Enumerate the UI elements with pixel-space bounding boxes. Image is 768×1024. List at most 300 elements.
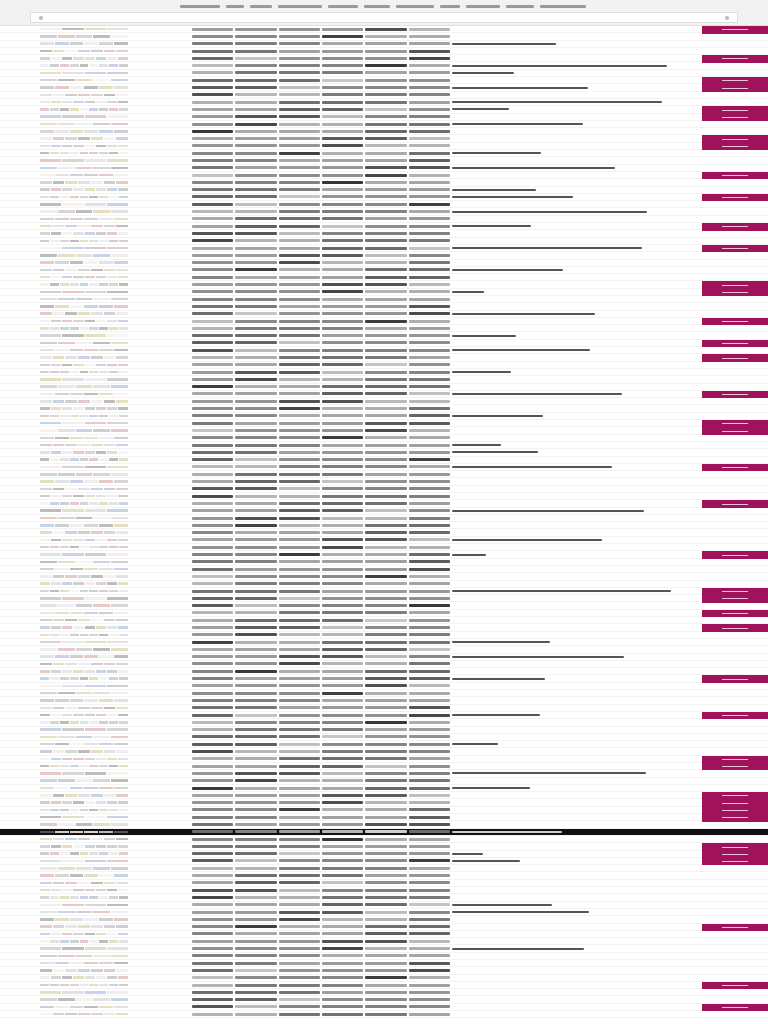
row-note	[452, 167, 615, 169]
row-data-cells	[192, 823, 450, 826]
list-row[interactable]	[0, 325, 768, 332]
row-thumbnail	[40, 677, 128, 680]
list-row[interactable]	[0, 756, 768, 763]
list-row[interactable]	[0, 581, 768, 588]
list-row[interactable]	[0, 778, 768, 785]
list-row[interactable]	[0, 617, 768, 624]
row-thumbnail	[40, 976, 128, 979]
row-thumbnail	[40, 495, 128, 498]
list-row[interactable]	[0, 734, 768, 741]
row-thumbnail	[40, 823, 128, 826]
row-thumbnail	[40, 115, 128, 118]
row-data-cells	[192, 874, 450, 877]
row-action-icon	[722, 292, 748, 293]
list-row[interactable]	[0, 931, 768, 938]
list-row[interactable]	[0, 362, 768, 369]
list-row[interactable]	[0, 303, 768, 310]
row-note	[452, 904, 552, 906]
row-data-cells	[192, 363, 450, 366]
list-row[interactable]	[0, 836, 768, 843]
row-thumbnail	[40, 831, 128, 834]
list-row[interactable]	[0, 894, 768, 901]
list-row[interactable]	[0, 610, 768, 617]
search-toolbar[interactable]	[30, 12, 738, 23]
list-row[interactable]	[0, 106, 768, 113]
list-row[interactable]	[0, 281, 768, 288]
list-row[interactable]	[0, 260, 768, 267]
row-data-cells	[192, 378, 450, 381]
row-thumbnail	[40, 225, 128, 228]
row-thumbnail	[40, 787, 128, 790]
list-row[interactable]	[0, 150, 768, 157]
row-data-cells	[192, 772, 450, 775]
row-data-cells	[192, 1013, 450, 1016]
list-row[interactable]	[0, 420, 768, 427]
list-row[interactable]	[0, 551, 768, 558]
list-row[interactable]	[0, 566, 768, 573]
list-row[interactable]	[0, 41, 768, 48]
list-row[interactable]	[0, 311, 768, 318]
row-action-icon	[722, 861, 748, 862]
list-row[interactable]	[0, 1011, 768, 1018]
row-action-icon	[722, 847, 748, 848]
row-note	[452, 554, 486, 556]
row-note	[452, 444, 501, 446]
row-action-icon	[722, 927, 748, 928]
list-row[interactable]	[0, 829, 768, 836]
row-data-cells	[192, 582, 450, 585]
list-row[interactable]	[0, 770, 768, 777]
row-thumbnail	[40, 240, 128, 243]
list-row[interactable]	[0, 887, 768, 894]
list-row[interactable]	[0, 77, 768, 84]
row-data-cells	[192, 473, 450, 476]
row-thumbnail	[40, 203, 128, 206]
list-row[interactable]	[0, 624, 768, 631]
row-data-cells	[192, 123, 450, 126]
row-data-cells	[192, 341, 450, 344]
list-row[interactable]	[0, 457, 768, 464]
list-row[interactable]	[0, 332, 768, 339]
row-data-cells	[192, 531, 450, 534]
row-action-icon	[722, 139, 748, 140]
list-row[interactable]	[0, 705, 768, 712]
menu-icon[interactable]	[725, 16, 729, 20]
list-row[interactable]	[0, 727, 768, 734]
list-row[interactable]	[0, 296, 768, 303]
row-thumbnail	[40, 743, 128, 746]
row-thumbnail	[40, 575, 128, 578]
list-row[interactable]	[0, 70, 768, 77]
row-data-cells	[192, 276, 450, 279]
row-data-cells	[192, 261, 450, 264]
list-row[interactable]	[0, 989, 768, 996]
row-thumbnail	[40, 444, 128, 447]
row-thumbnail	[40, 458, 128, 461]
list-row[interactable]	[0, 821, 768, 828]
row-data-cells	[192, 838, 450, 841]
row-data-cells	[192, 290, 450, 293]
row-thumbnail	[40, 626, 128, 629]
row-note	[452, 87, 588, 89]
list-row[interactable]	[0, 683, 768, 690]
list-row[interactable]	[0, 464, 768, 471]
list-row[interactable]	[0, 216, 768, 223]
list-row[interactable]	[0, 902, 768, 909]
list-row[interactable]	[0, 544, 768, 551]
list-row[interactable]	[0, 405, 768, 412]
row-note	[452, 152, 541, 154]
row-data-cells	[192, 64, 450, 67]
list-row[interactable]	[0, 201, 768, 208]
row-data-cells	[192, 144, 450, 147]
list-row[interactable]	[0, 748, 768, 755]
list-row[interactable]	[0, 741, 768, 748]
list-row[interactable]	[0, 172, 768, 179]
row-thumbnail	[40, 641, 128, 644]
list-row[interactable]	[0, 953, 768, 960]
row-data-cells	[192, 721, 450, 724]
list-row[interactable]	[0, 26, 768, 33]
row-thumbnail	[40, 509, 128, 512]
row-note	[452, 641, 550, 643]
row-data-cells	[192, 1005, 450, 1008]
row-thumbnail	[40, 925, 128, 928]
search-input[interactable]	[49, 14, 719, 21]
row-thumbnail	[40, 349, 128, 352]
list-row[interactable]	[0, 865, 768, 872]
list-row[interactable]	[0, 967, 768, 974]
row-thumbnail	[40, 852, 128, 855]
list-row[interactable]	[0, 508, 768, 515]
row-data-cells	[192, 765, 450, 768]
list-row[interactable]	[0, 982, 768, 989]
list-row[interactable]	[0, 573, 768, 580]
row-data-cells	[192, 881, 450, 884]
row-data-cells	[192, 787, 450, 790]
row-action-icon	[722, 321, 748, 322]
list-row[interactable]	[0, 376, 768, 383]
list-row[interactable]	[0, 559, 768, 566]
row-thumbnail	[40, 64, 128, 67]
list-row[interactable]	[0, 675, 768, 682]
list-row[interactable]	[0, 792, 768, 799]
list-row[interactable]	[0, 33, 768, 40]
list-row[interactable]	[0, 194, 768, 201]
list-row[interactable]	[0, 384, 768, 391]
row-action-icon	[722, 598, 748, 599]
row-action-icon	[722, 810, 748, 811]
list-row[interactable]	[0, 442, 768, 449]
list-row[interactable]	[0, 529, 768, 536]
list-row[interactable]	[0, 347, 768, 354]
list-row[interactable]	[0, 391, 768, 398]
row-thumbnail	[40, 685, 128, 688]
list-row[interactable]	[0, 909, 768, 916]
row-thumbnail	[40, 809, 128, 812]
row-thumbnail	[40, 181, 128, 184]
list-row[interactable]	[0, 84, 768, 91]
list-row[interactable]	[0, 157, 768, 164]
row-thumbnail	[40, 940, 128, 943]
row-thumbnail	[40, 634, 128, 637]
row-data-cells	[192, 217, 450, 220]
row-action-icon	[722, 803, 748, 804]
list-row[interactable]	[0, 238, 768, 245]
row-action-icon	[722, 555, 748, 556]
row-data-cells	[192, 808, 450, 811]
row-thumbnail	[40, 590, 128, 593]
list-row[interactable]	[0, 135, 768, 142]
row-action-icon	[722, 80, 748, 81]
list-row[interactable]	[0, 500, 768, 507]
row-thumbnail	[40, 998, 128, 1001]
list-row[interactable]	[0, 340, 768, 347]
list-row[interactable]	[0, 880, 768, 887]
list-row[interactable]	[0, 960, 768, 967]
list-row[interactable]	[0, 369, 768, 376]
list-row[interactable]	[0, 230, 768, 237]
row-action-icon	[722, 117, 748, 118]
row-thumbnail	[40, 860, 128, 863]
list-row[interactable]	[0, 668, 768, 675]
list-row[interactable]	[0, 916, 768, 923]
row-data-cells	[192, 903, 450, 906]
row-action-icon	[722, 285, 748, 286]
list-row[interactable]	[0, 996, 768, 1003]
row-data-cells	[192, 991, 450, 994]
row-data-cells	[192, 524, 450, 527]
list-row[interactable]	[0, 843, 768, 850]
list-row[interactable]	[0, 413, 768, 420]
row-thumbnail	[40, 86, 128, 89]
row-thumbnail	[40, 247, 128, 250]
title-glyphs	[506, 5, 534, 8]
row-data-cells	[192, 232, 450, 235]
title-glyphs	[250, 5, 272, 8]
list-row[interactable]	[0, 595, 768, 602]
row-thumbnail	[40, 553, 128, 556]
row-thumbnail	[40, 291, 128, 294]
list-row[interactable]	[0, 318, 768, 325]
row-data-cells	[192, 626, 450, 629]
row-data-cells	[192, 93, 450, 96]
row-thumbnail	[40, 385, 128, 388]
row-thumbnail	[40, 261, 128, 264]
list-row[interactable]	[0, 223, 768, 230]
list-row[interactable]	[0, 697, 768, 704]
row-data-cells	[192, 509, 450, 512]
search-icon[interactable]	[39, 16, 43, 20]
row-thumbnail	[40, 772, 128, 775]
list-row[interactable]	[0, 114, 768, 121]
row-data-cells	[192, 327, 450, 330]
list-row[interactable]	[0, 602, 768, 609]
list-row[interactable]	[0, 493, 768, 500]
row-thumbnail	[40, 663, 128, 666]
list-row[interactable]	[0, 763, 768, 770]
row-note	[452, 225, 531, 227]
row-thumbnail	[40, 327, 128, 330]
row-thumbnail	[40, 670, 128, 673]
list-row[interactable]	[0, 799, 768, 806]
row-thumbnail	[40, 79, 128, 82]
list-row[interactable]	[0, 435, 768, 442]
row-note	[452, 313, 595, 315]
list-row[interactable]	[0, 208, 768, 215]
row-data-cells	[192, 414, 450, 417]
list-row[interactable]	[0, 55, 768, 62]
row-thumbnail	[40, 692, 128, 695]
list-row[interactable]	[0, 478, 768, 485]
list-row[interactable]	[0, 522, 768, 529]
row-thumbnail	[40, 145, 128, 148]
list-row[interactable]	[0, 99, 768, 106]
row-thumbnail	[40, 137, 128, 140]
list-row[interactable]	[0, 872, 768, 879]
list-row[interactable]	[0, 719, 768, 726]
row-thumbnail	[40, 57, 128, 60]
row-data-cells	[192, 699, 450, 702]
row-thumbnail	[40, 480, 128, 483]
row-thumbnail	[40, 655, 128, 658]
row-data-cells	[192, 195, 450, 198]
list-row[interactable]	[0, 639, 768, 646]
list-row[interactable]	[0, 654, 768, 661]
list-row[interactable]	[0, 785, 768, 792]
row-action-icon	[722, 1007, 748, 1008]
list-row[interactable]	[0, 143, 768, 150]
row-note	[452, 123, 583, 125]
row-action-icon	[722, 591, 748, 592]
row-data-cells	[192, 976, 450, 979]
row-data-cells	[192, 728, 450, 731]
list-row[interactable]	[0, 515, 768, 522]
list-row[interactable]	[0, 267, 768, 274]
list-row[interactable]	[0, 661, 768, 668]
list-row[interactable]	[0, 1004, 768, 1011]
list-row[interactable]	[0, 588, 768, 595]
row-thumbnail	[40, 210, 128, 213]
list-row[interactable]	[0, 62, 768, 69]
list-row[interactable]	[0, 179, 768, 186]
list-row[interactable]	[0, 165, 768, 172]
list-row[interactable]	[0, 646, 768, 653]
row-thumbnail	[40, 108, 128, 111]
list-row[interactable]	[0, 471, 768, 478]
row-thumbnail	[40, 451, 128, 454]
row-note	[452, 539, 602, 541]
row-data-cells	[192, 152, 450, 155]
row-note	[452, 714, 540, 716]
list-row[interactable]	[0, 252, 768, 259]
row-thumbnail	[40, 232, 128, 235]
list-row[interactable]	[0, 712, 768, 719]
list-row[interactable]	[0, 975, 768, 982]
row-action-icon	[722, 110, 748, 111]
list-row[interactable]	[0, 814, 768, 821]
list-row[interactable]	[0, 48, 768, 55]
row-data-cells	[192, 298, 450, 301]
row-thumbnail	[40, 838, 128, 841]
list-row[interactable]	[0, 398, 768, 405]
row-data-cells	[192, 458, 450, 461]
row-data-cells	[192, 137, 450, 140]
row-data-cells	[192, 830, 450, 833]
row-data-cells	[192, 42, 450, 45]
list-row[interactable]	[0, 289, 768, 296]
row-data-cells	[192, 597, 450, 600]
row-thumbnail	[40, 305, 128, 308]
list-row[interactable]	[0, 924, 768, 931]
list-row[interactable]	[0, 486, 768, 493]
row-thumbnail	[40, 597, 128, 600]
row-data-cells	[192, 648, 450, 651]
row-action-icon	[722, 226, 748, 227]
row-data-cells	[192, 590, 450, 593]
row-data-cells	[192, 356, 450, 359]
row-data-cells	[192, 392, 450, 395]
list-row[interactable]	[0, 245, 768, 252]
list-row[interactable]	[0, 632, 768, 639]
list-row[interactable]	[0, 427, 768, 434]
row-data-cells	[192, 662, 450, 665]
list-row[interactable]	[0, 690, 768, 697]
row-data-cells	[192, 320, 450, 323]
row-thumbnail	[40, 1013, 128, 1016]
row-data-cells	[192, 108, 450, 111]
list-row[interactable]	[0, 354, 768, 361]
row-thumbnail	[40, 72, 128, 75]
row-data-cells	[192, 407, 450, 410]
row-note	[452, 269, 563, 271]
row-thumbnail	[40, 517, 128, 520]
list-row[interactable]	[0, 851, 768, 858]
list-row[interactable]	[0, 938, 768, 945]
list-row[interactable]	[0, 807, 768, 814]
title-glyphs	[396, 5, 434, 8]
list-row[interactable]	[0, 945, 768, 952]
row-action-icon	[722, 467, 748, 468]
list-row[interactable]	[0, 128, 768, 135]
row-thumbnail	[40, 882, 128, 885]
row-thumbnail	[40, 50, 128, 53]
row-note	[452, 65, 667, 67]
row-thumbnail	[40, 1006, 128, 1009]
list-row[interactable]	[0, 858, 768, 865]
row-data-cells	[192, 349, 450, 352]
row-thumbnail	[40, 283, 128, 286]
row-thumbnail	[40, 619, 128, 622]
list-row[interactable]	[0, 449, 768, 456]
row-data-cells	[192, 859, 450, 862]
row-thumbnail	[40, 466, 128, 469]
row-thumbnail	[40, 612, 128, 615]
row-note	[452, 911, 589, 913]
list-row[interactable]	[0, 274, 768, 281]
row-thumbnail	[40, 429, 128, 432]
row-action-icon	[722, 504, 748, 505]
list-row[interactable]	[0, 121, 768, 128]
list-row[interactable]	[0, 537, 768, 544]
row-thumbnail	[40, 152, 128, 155]
row-action-icon	[722, 715, 748, 716]
list-row[interactable]	[0, 187, 768, 194]
row-data-cells	[192, 334, 450, 337]
data-list	[0, 26, 768, 1024]
row-data-cells	[192, 465, 450, 468]
list-row[interactable]	[0, 92, 768, 99]
